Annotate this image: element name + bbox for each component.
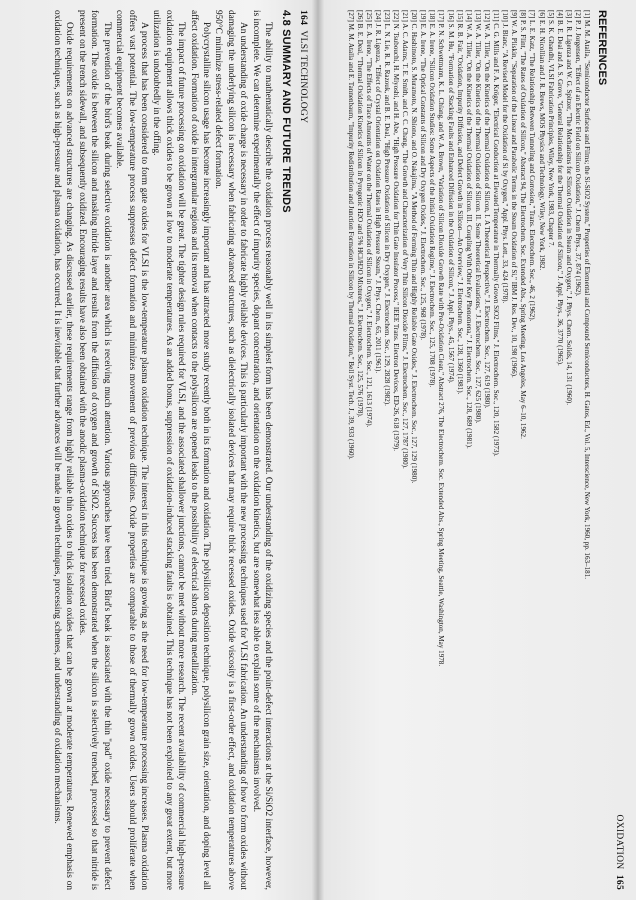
reference-item: [10] J. Blanc, "A Revised Model for the Oxidation of Si by Oxygen," Appl. Phys. Lett., 33, 424 (1978). [501,10,510,304]
reference-item: [21] A. C. Adams, T. E. Smith, and C. C. Chang, "The Growth and Characterization of Very Thin Silicon Dioxide Films," J. Electrochem. Soc., 127, 1787 (1980). [401,10,410,469]
reference-list [345,10,591,890]
reference-item: [1] M. M. Atalla, "Semiconductor Surfaces and Films; the Si-SiO2 System," Properties of Elemental and Compound Semiconductors, H. Gatos, Ed., Vol. 5, Interscience, New York, 1960, pp. 163–181. [583,10,591,580]
paragraph: The impact of future processing on oxidation will be great. The tighter design rules required for VLSI, and the associated shallower junctions, cannot be met without more research. The recent availability of commercial high-pressure oxidation equipment allows thick oxides to be grown at low to moderate temperatures. As an added bonus, suppression of oxidation-induced stacking faults is obtained. This technique has not been exploited to any great extent, but more utilization is undoubtedly in the offing. [151,10,187,890]
reference-item: [17] P. N. Schwettmann, K. L. Chiang, and W. A. Brown, "Variation of Silicon Dioxide Growth Rate with Pre-Oxidation Clean," Abstract 276, The Electrochem. Soc. Extended Abs., Spring Meeting, Seattle, Washington, May 1978. [437,10,446,667]
reference-item: [12] W. A. Tiller, "On the Kinetics of the Thermal Oxidation of Silicon, I. A Theoretical Perspective," J. Electrochem. Soc., 127, 619 (1980). [482,10,491,409]
reference-item: [3] J. R. Ligenza and W. G. Spitzer, "The Mechanisms for Silicon Oxidation in Steam and Oxygen," J. Phys. Chem. Solids, 14, 131 (1960). [564,10,573,406]
summary-body [51,10,274,890]
left-page-number: 164 [298,10,308,26]
reference-item: [14] W. A. Tiller, "On the Kinetics of the Thermal Oxidation of Silicon. III. Coupling With Other Key Phenomena," J. Electrochem. Soc., 128, 689 (1981). [464,10,473,449]
reference-item: [6] E. H. Nicollian and J. R. Brews, MOS Physics and Technology, Wiley, New York, 1982. [537,10,546,271]
reference-item: [5] S. K. Ghandhi, VLSI Fabrication Principles, Wiley, New York, 1983, Chapter 7. [546,10,555,248]
paragraph: Oxide requirements on advanced structures are changing. As discussed earlier, these requirements range from highly reliable thin oxides to thick isolation oxides that can be grown at moderate temperatures. Renewed emphasis on oxidation techniques, such as high-pressure and plasma oxidation, has occurred. It is inevitable that further advances will be made in growth techniques, processing schemes, and understanding of oxidation mechanisms. [52,10,75,890]
reference-item: [27] M. M. Atalla and E. Tannenbaum, "Impurity Redistribution and Junction Formation in Silicon by Thermal Oxidation," Bell Syst. Tech. J., 39, 933 (1960). [346,10,355,460]
reference-item: [13] W. A. Tiller, "On the Kinetics of the Thermal Oxidation of Silicon. II. Some Theoretical Evaluations," J. Electrochem. Soc., 127, 625 (1980). [473,10,482,424]
reference-item: [2] P. J. Jorgensen, "Effect of an Electric Field on Silicon Oxidation," J. Chem Phys., 37, 874 (1962). [573,10,582,297]
reference-item: [11] C. G. Mills and F. A. Kröger, "Electrical Conduction at Elevated Temperature in Thermally Grown SiO2 Films," J. Electrochem. Soc., 120, 1582 (1973). [492,10,501,457]
left-running-title: VLSI TECHNOLOGY [298,30,308,124]
reference-item: [25] E. A. Irene, "The Effects of Trace Amounts of Water on the Thermal Oxidation of Silicon in Oxygen," J. Electrochem. Soc., 121, 1613 (1974). [364,10,373,428]
right-page-number: 165 [614,874,624,890]
right-running-title: OXIDATION [614,814,624,870]
reference-item: [26] B. E. Deal, "Thermal Oxidation Kinetics of Silicon in Pyrogenic H2O and 5% HCl/H2O Mixtures," J. Electrochem. Soc., 125, 576 (1978). [355,10,364,418]
left-running-head [298,10,308,890]
paragraph: The prevention of the bird's beak during selective oxidation is another area which is receiving much attention. Various approaches have been tried. Bird's beak is associated with the thin "pad" oxide necessary to prevent defect formation. The oxide is between the silicon and masking nitride layer and results from the diffusion of oxygen and growth of SiO2. Success has been demonstrated when the silicon is selectively trenched, processed so that nitride is present on the trench sidewall, and subsequently oxidized. Encouraging results have also been obtained with the anodic plasma-oxidation technique for recessed oxides. [76,10,112,890]
right-running-head [614,10,624,890]
left-page [8,10,308,890]
paragraph: An understanding of oxide charge is necessary in order to fabricate highly reliable devices. This is particularly important with the new processing techniques used for VLSI fabrication. An understanding of how to form oxides without damaging the underlying silicon is necessary when fabricating advanced structures, such as dielectrically isolated devices that may require thick recessed oxides. Oxide viscosity is a first-order effect, and oxidation temperatures above 950°C minimize stress-related defect formation. [213,10,249,890]
reference-item: [24] J. R. Ligenza, "Effect of Crystal Orientation on Oxidation Rates in High Pressure Steam," J. Phys. Chem., 65, 2011 (1961). [373,10,382,374]
reference-item: [22] N. Tsubouchi, H. Miyoshi, and H. Abe, "High Pressure Oxidation for Thin Gate Insulator Process," IEEE Trans. Electron Devices, ED-26, 618 (1979). [392,10,401,452]
reference-item: [9] W. A. Pliskin, "Separation of the Linear and Parabolic Terms in the Steam Oxidation of Si," IBM J. Res. Dev., 10, 198 (1966). [510,10,519,378]
paragraph: A process that has been considered to form gate oxides for VLSI is the low-temperature plasma oxidation technique. The interest in this technique is growing as the need for low-temperature processing increases. Plasma oxidation offers vast potential. The low-temperature process suppresses defect formation and minimizes movement of previous diffusions. Oxide properties are comparable to those of thermally grown oxides. Users should proliferate when commercial equipment becomes available. [114,10,149,890]
right-page [324,10,624,890]
reference-item: [20] C. Hashimoto, S. Muramoto, N. Shiono, and O. Nakajima, "A Method of Forming Thin and Highly Reliable Gate Oxides," J. Electrochem. Soc., 127, 129 (1980). [410,10,419,484]
reference-item: [23] L. N. Lie, R. R. Razouk, and B. E. Deal, "High Pressure Oxidation of Silicon in Dry Oxygen," J. Electrochem. Soc., 129, 2828 (1982). [382,10,391,406]
reference-item: [4] B. E. Deal and A. S. Grove, "General Relationship for the Thermal Oxidation of Silicon," J. Appl. Phys., 36, 3770 (1965). [555,10,564,366]
paragraph: The ability to mathematically describe the oxidation process reasonably well in its simplest form has been demonstrated. Our understanding of the oxidizing species and the point-defect interactions at the Si/SiO2 interface, however, is incomplete. We can determine experimentally the effect of impurity species, dopant concentration, and orientation on the oxidation kinetics, but are somewhat less able to explain some of the mechanisms involved. [250,10,273,890]
reference-item: [7] L. E. Katz, "The Relationship Between Tunneling and Corrosion," Trans. Electrochem. Soc., 46, 2 (1962). [528,10,537,322]
reference-item: [18] E. A. Irene, "Silicon Oxidation Studies: Some Aspects of the Initial Oxidation Regime," J. Electrochem. Soc., 125, 1708 (1978). [428,10,437,388]
reference-item: [15] R. B. Fair, "Oxidation, Impurity Diffusion, and Defect Growth in Silicon—An Overview," J. Electrochem. Soc., 128, 1360 (1981). [455,10,464,395]
references-heading: REFERENCES [596,10,608,86]
reference-item: [8] P. S. Flint, "The Rates of Oxidation of Silicon," Abstract 94, The Electrochem. Soc. Extended Abs., Spring Meeting, Los Angeles, May 6–10, 1962. [519,10,528,439]
paragraph: Polycrystalline silicon usage has become increasingly important and has attracted more study recently both in its formation and oxidation. The polysilicon deposition technique, polysilicon grain size, orientation, and doping level all affect oxidation. Formation of oxide in intergranular regions and its removal when contacts to the polysilicon are opened leads to the possibility of electrical shorts during metallization. [188,10,211,890]
reference-item: [16] S. M. Hu, "Formation of Stacking Faults and Enhanced Diffusion in the Oxidation of Silicon," J. Appl. Phys., 45, 1567 (1974). [446,10,455,384]
reference-item: [19] E. A. Irene, "The Optical Constants of Silicon and Dry Oxygen Oxides," J. Electrochem. Soc., 125, 968 (1978). [419,10,428,341]
section-title: 4.8 SUMMARY AND FUTURE TRENDS [280,10,292,213]
